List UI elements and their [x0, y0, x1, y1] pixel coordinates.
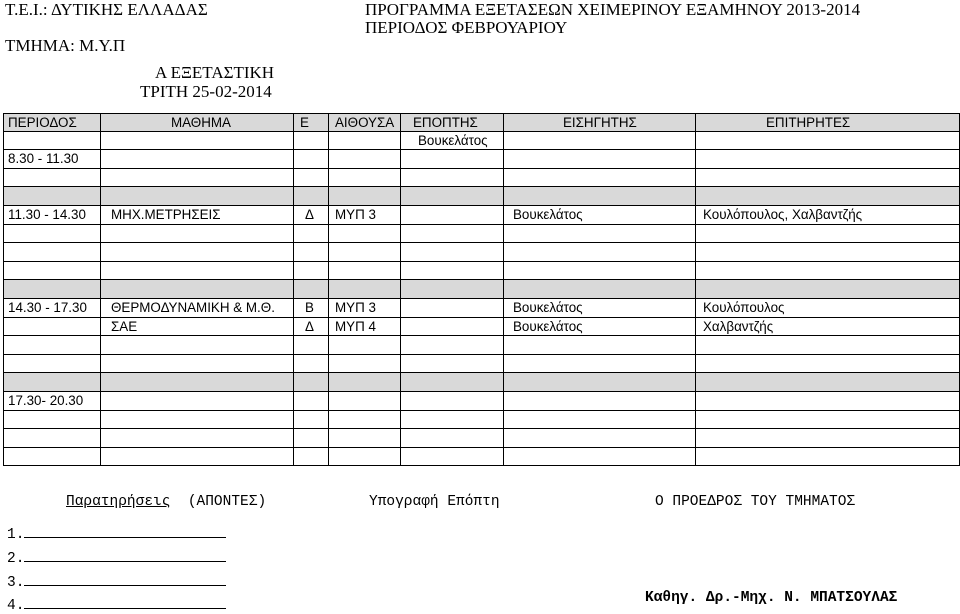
cell-period: 17.30- 20.30 — [8, 392, 84, 408]
cell-course: ΜΗΧ.ΜΕΤΡΗΣΕΙΣ — [111, 206, 221, 222]
table-row — [3, 448, 960, 467]
cell-sem: Β — [305, 299, 314, 315]
cell-invigilators: Κουλόπουλος — [703, 299, 785, 315]
table-row — [3, 373, 960, 392]
institution-name: Τ.Ε.Ι.: ΔΥΤΙΚΗΣ ΕΛΛΑΔΑΣ — [5, 0, 208, 19]
column-header: ΜΑΘΗΜΑ — [171, 115, 231, 130]
cell-course: ΘΕΡΜΟΔΥΝΑΜΙΚΗ & Μ.Θ. — [111, 299, 275, 315]
cell-period: 11.30 - 14.30 — [8, 206, 86, 222]
cell-room: ΜΥΠ 3 — [335, 299, 376, 315]
cell-period: 14.30 - 17.30 — [8, 299, 87, 315]
table-row — [3, 262, 960, 281]
column-header: Ε — [300, 115, 309, 130]
cell-instructor: Βουκελάτος — [513, 299, 583, 315]
exam-schedule-table — [3, 113, 960, 466]
table-row — [3, 206, 960, 225]
remarks-block — [66, 494, 266, 510]
table-row — [3, 318, 960, 337]
cell-instructor: Βουκελάτος — [513, 206, 583, 222]
table-row — [3, 280, 960, 299]
department-name: ΤΜΗΜΑ: Μ.Υ.Π — [5, 36, 126, 55]
cell-sem: Δ — [305, 206, 314, 222]
cell-instructor: Βουκελάτος — [513, 318, 583, 334]
column-header: ΠΕΡΙΟΔΟΣ — [8, 115, 77, 130]
exam-day: ΤΡΙΤΗ 25-02-2014 — [140, 82, 272, 101]
column-header: ΕΠΙΤΗΡΗΤΕΣ — [766, 115, 851, 130]
column-header: ΑΙΘΟΥΣΑ — [335, 115, 395, 130]
cell-sem: Δ — [305, 318, 314, 334]
cell-instructor: Βουκελάτος — [418, 132, 488, 148]
table-row — [3, 187, 960, 206]
table-row — [3, 336, 960, 355]
column-header: ΕΙΣΗΓΗΤΗΣ — [563, 115, 637, 130]
table-row — [3, 150, 960, 169]
department-chair-name: Καθηγ. Δρ.-Μηχ. Ν. ΜΠΑΤΣΟΥΛΑΣ — [645, 590, 898, 606]
absent-list-item: 3. — [7, 574, 226, 591]
cell-room: ΜΥΠ 4 — [335, 318, 376, 334]
table-row — [3, 429, 960, 448]
absent-list-item: 1. — [7, 526, 226, 543]
cell-invigilators: Κουλόπουλος, Χαλβαντζής — [703, 206, 863, 222]
supervisor-signature-label: Υπογραφή Επόπτη — [369, 494, 500, 510]
table-row — [3, 132, 960, 151]
table-row — [3, 392, 960, 411]
table-row — [3, 169, 960, 188]
exam-period: ΠΕΡΙΟΔΟΣ ΦΕΒΡΟΥΑΡΙΟΥ — [365, 18, 568, 37]
exam-week: Α ΕΞΕΤΑΣΤΙΚΗ — [155, 63, 275, 82]
cell-period: 8.30 - 11.30 — [8, 151, 79, 167]
department-chair-label: Ο ΠΡΟΕΔΡΟΣ ΤΟΥ ΤΜΗΜΑΤΟΣ — [655, 494, 856, 510]
table-row — [3, 299, 960, 318]
cell-room: ΜΥΠ 3 — [335, 206, 376, 222]
absent-list-item: 4. — [7, 597, 226, 614]
table-row — [3, 411, 960, 430]
table-row — [3, 225, 960, 244]
table-row — [3, 355, 960, 374]
table-header-row — [3, 113, 960, 132]
absent-list-item: 2. — [7, 550, 226, 567]
cell-invigilators: Χαλβαντζής — [703, 318, 774, 334]
cell-course: ΣΑΕ — [111, 318, 138, 334]
absent-label: (ΑΠΟΝΤΕΣ) — [187, 494, 267, 510]
remarks-label: Παρατηρήσεις — [66, 494, 171, 510]
table-row — [3, 243, 960, 262]
column-header: ΕΠΟΠΤΗΣ — [413, 115, 478, 130]
program-title: ΠΡΟΓΡΑΜΜΑ ΕΞΕΤΑΣΕΩΝ ΧΕΙΜΕΡΙΝΟΥ ΕΞΑΜΗΝΟΥ 2013-2014 — [365, 0, 861, 19]
